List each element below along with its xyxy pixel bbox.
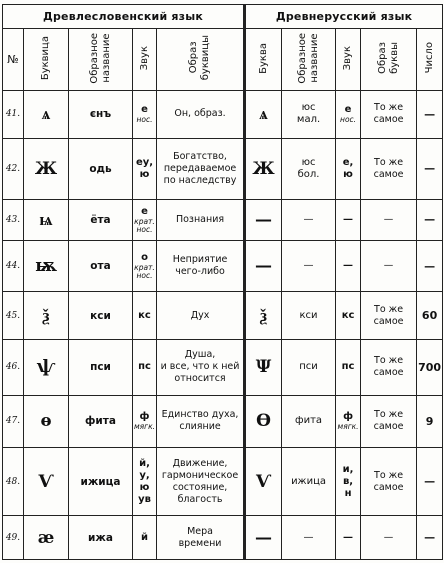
os-letter-name: єнъ — [69, 91, 133, 139]
or-letter-image: То же самое — [361, 292, 417, 340]
os-letter-image: Неприятие чего-либо — [157, 241, 245, 292]
row-number: 48. — [3, 447, 24, 516]
os-letter-sound: е крат. нос. — [133, 199, 157, 240]
os-letter-sound: й — [133, 516, 157, 560]
table-row — [3, 241, 443, 292]
os-letter-name: ота — [69, 241, 133, 292]
table-row — [3, 516, 443, 560]
os-letter-sound: пс — [133, 340, 157, 395]
os-letter-glyph: ѩ — [24, 199, 69, 240]
or-letter-name: юс бол. — [282, 138, 336, 199]
or-letter-image: — — [361, 241, 417, 292]
or-letter-glyph: Ж — [245, 138, 282, 199]
col-sound-os: Звук — [133, 29, 157, 91]
or-letter-sound: е, ю — [336, 138, 361, 199]
os-letter-image: Душа, и все, что к ней относится — [157, 340, 245, 395]
or-letter-name: пси — [282, 340, 336, 395]
group-old-slavonic: Древлесловенский язык — [3, 5, 245, 29]
or-letter-glyph: — — [245, 199, 282, 240]
or-letter-name: ижица — [282, 447, 336, 516]
group-old-russian: Древнерусский язык — [245, 5, 443, 29]
row-number: 47. — [3, 395, 24, 447]
os-letter-name: фита — [69, 395, 133, 447]
or-letter-sound: — — [336, 199, 361, 240]
or-letter-image: — — [361, 199, 417, 240]
col-letter-os: Буквица — [24, 29, 69, 91]
os-letter-glyph: ѱ — [24, 340, 69, 395]
col-letter-or: Буква — [245, 29, 282, 91]
table-row — [3, 138, 443, 199]
or-letter-number: — — [417, 447, 443, 516]
or-letter-number: — — [417, 516, 443, 560]
or-letter-number: 60 — [417, 292, 443, 340]
os-letter-sound: е нос. — [133, 91, 157, 139]
os-sound-note: нос. — [136, 115, 153, 125]
row-number: 42. — [3, 138, 24, 199]
os-sound-note: мягк. — [133, 422, 156, 432]
os-letter-sound: й, у, ю ув — [133, 447, 157, 516]
or-letter-glyph: Ψ — [245, 340, 282, 395]
table-row — [3, 292, 443, 340]
or-letter-image: То же самое — [361, 340, 417, 395]
or-letter-glyph: — — [245, 241, 282, 292]
os-letter-glyph: Ѵ — [24, 447, 69, 516]
os-letter-image: Он, образ. — [157, 91, 245, 139]
os-letter-sound: кс — [133, 292, 157, 340]
os-letter-image: Мера времени — [157, 516, 245, 560]
os-letter-name: пси — [69, 340, 133, 395]
row-number: 46. — [3, 340, 24, 395]
os-letter-glyph: ѭ — [24, 241, 69, 292]
or-letter-name: — — [282, 199, 336, 240]
col-image-or: Образ буквы — [361, 29, 417, 91]
row-number: 44. — [3, 241, 24, 292]
or-letter-glyph: — — [245, 516, 282, 560]
or-letter-number: 700 — [417, 340, 443, 395]
os-letter-sound: ф мягк. — [133, 395, 157, 447]
os-letter-image: Познания — [157, 199, 245, 240]
os-letter-name: ижа — [69, 516, 133, 560]
os-letter-image: Единство духа, слияние — [157, 395, 245, 447]
col-image-os: Образ буквицы — [157, 29, 245, 91]
col-name-os: Образное название — [69, 29, 133, 91]
alphabet-table — [2, 4, 443, 560]
col-number-or: Число — [417, 29, 443, 91]
col-name-or: Образное название — [282, 29, 336, 91]
os-letter-name: ижица — [69, 447, 133, 516]
os-letter-name: ёта — [69, 199, 133, 240]
or-letter-number: — — [417, 91, 443, 139]
table-row — [3, 199, 443, 240]
or-letter-sound: — — [336, 516, 361, 560]
or-letter-image: То же самое — [361, 447, 417, 516]
or-letter-number: — — [417, 138, 443, 199]
or-letter-sound: кс — [336, 292, 361, 340]
os-letter-glyph: ѳ — [24, 395, 69, 447]
os-letter-glyph: æ — [24, 516, 69, 560]
table-row — [3, 340, 443, 395]
or-letter-number: — — [417, 241, 443, 292]
or-letter-sound: ф мягк. — [336, 395, 361, 447]
table-row — [3, 395, 443, 447]
or-letter-image: — — [361, 516, 417, 560]
column-header-row — [3, 29, 443, 91]
table-row — [3, 91, 443, 139]
os-sound-note: крат. нос. — [134, 216, 155, 234]
os-letter-image: Богатство, передаваемое по наследству — [157, 138, 245, 199]
or-letter-sound: — — [336, 241, 361, 292]
os-letter-image: Движение, гармоническое состояние, благость — [157, 447, 245, 516]
row-number: 49. — [3, 516, 24, 560]
or-letter-glyph: ѯ — [245, 292, 282, 340]
os-letter-sound: о крат. нос. — [133, 241, 157, 292]
row-number: 43. — [3, 199, 24, 240]
or-letter-sound: пс — [336, 340, 361, 395]
or-letter-image: То же самое — [361, 138, 417, 199]
os-letter-glyph: ѯ — [24, 292, 69, 340]
col-num: № — [3, 29, 24, 91]
or-letter-name: кси — [282, 292, 336, 340]
os-letter-name: кси — [69, 292, 133, 340]
col-sound-or: Звук — [336, 29, 361, 91]
or-letter-image: То же самое — [361, 395, 417, 447]
or-letter-image: То же самое — [361, 91, 417, 139]
or-letter-name: — — [282, 241, 336, 292]
os-letter-name: одь — [69, 138, 133, 199]
or-letter-name: юс мал. — [282, 91, 336, 139]
or-letter-sound: и, в, н — [336, 447, 361, 516]
row-number: 45. — [3, 292, 24, 340]
or-letter-number: 9 — [417, 395, 443, 447]
or-letter-sound: е нос. — [336, 91, 361, 139]
or-sound-note: мягк. — [337, 422, 359, 432]
os-sound-note: крат. нос. — [134, 263, 155, 281]
or-letter-name: фита — [282, 395, 336, 447]
or-sound-note: нос. — [340, 115, 357, 125]
os-letter-glyph: Ж — [24, 138, 69, 199]
os-letter-sound: еу, ю — [133, 138, 157, 199]
os-letter-image: Дух — [157, 292, 245, 340]
os-letter-glyph: ѧ — [24, 91, 69, 139]
or-letter-name: — — [282, 516, 336, 560]
or-letter-glyph: Ѵ — [245, 447, 282, 516]
row-number: 41. — [3, 91, 24, 139]
or-letter-glyph: ѧ — [245, 91, 282, 139]
group-header-row — [3, 5, 443, 29]
or-letter-number: — — [417, 199, 443, 240]
or-letter-glyph: Ѳ — [245, 395, 282, 447]
table-row — [3, 447, 443, 516]
